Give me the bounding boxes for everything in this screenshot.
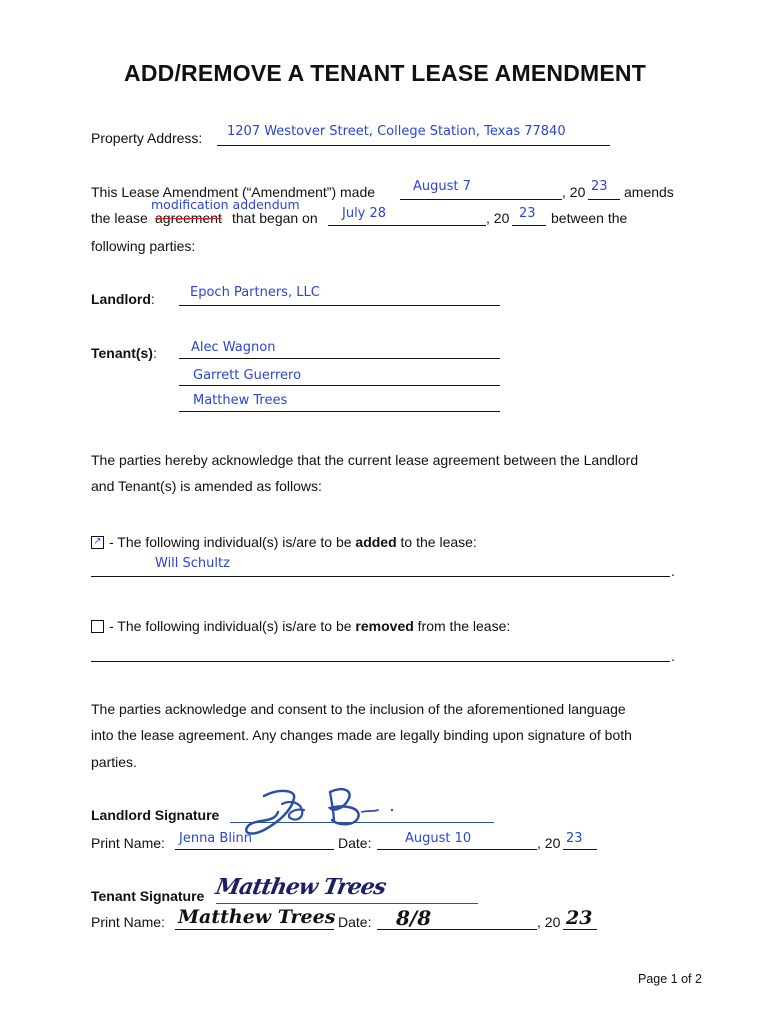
tenant-line-2 xyxy=(179,385,500,386)
landlord-colon: : xyxy=(150,291,155,307)
made-year-line xyxy=(588,199,620,200)
landlord-signature-mark xyxy=(234,782,404,842)
began-on-text: that began on xyxy=(232,210,318,226)
tenant-year-prefix: , 20 xyxy=(537,914,561,930)
property-address-value[interactable]: 1207 Westover Street, College Station, Texas 77840 xyxy=(227,124,566,139)
tenant-signature-label: Tenant Signature xyxy=(91,888,205,904)
page-number: Page 1 of 2 xyxy=(638,972,702,986)
landlord-date-label: Date: xyxy=(338,835,372,851)
tenants-colon: : xyxy=(152,345,157,361)
tenant-name-2[interactable]: Garrett Guerrero xyxy=(193,368,302,383)
landlord-print-line xyxy=(175,849,334,850)
property-address-line xyxy=(217,145,610,146)
landlord-line xyxy=(179,305,500,306)
removed-text xyxy=(109,618,510,634)
landlord-label xyxy=(91,291,155,307)
landlord-year-prefix: , 20 xyxy=(537,835,561,851)
added-prefix: - The following individual(s) is/are to be xyxy=(109,534,352,550)
insertion-text[interactable]: modification addendum xyxy=(151,197,300,212)
removed-checkbox[interactable] xyxy=(91,620,104,633)
added-keyword: added xyxy=(355,534,397,550)
tenants-label xyxy=(91,345,157,361)
made-date-line xyxy=(400,199,562,200)
landlord-print-label: Print Name: xyxy=(91,835,165,851)
tenant-line-1 xyxy=(179,358,500,359)
removed-period: . xyxy=(671,648,675,664)
added-checkbox[interactable]: ↗ xyxy=(91,536,104,549)
struck-word: agreement xyxy=(155,210,222,226)
between-text: between the xyxy=(551,210,628,226)
tenant-name-3[interactable]: Matthew Trees xyxy=(193,393,288,408)
added-text xyxy=(109,534,477,550)
made-year-value[interactable]: 23 xyxy=(591,179,608,194)
began-year-prefix: , 20 xyxy=(486,210,510,226)
landlord-print-value[interactable]: Jenna Blinn xyxy=(179,831,253,846)
added-suffix: to the lease: xyxy=(400,534,477,550)
made-date-value[interactable]: August 7 xyxy=(413,179,471,194)
added-value[interactable]: Will Schultz xyxy=(155,556,230,571)
tenant-print-line xyxy=(175,929,334,930)
tenant-print-label: Print Name: xyxy=(91,914,165,930)
following-parties-text: following parties: xyxy=(91,238,196,254)
tenant-name-1[interactable]: Alec Wagnon xyxy=(191,340,276,355)
tenant-year-value[interactable]: 23 xyxy=(566,907,593,929)
tenant-print-value[interactable]: Matthew Trees xyxy=(178,906,336,928)
tenant-year-line xyxy=(563,929,597,930)
amends-text: amends xyxy=(624,184,674,200)
consent-line-2: into the lease agreement. Any changes made are legally binding upon signature of both xyxy=(91,727,632,743)
began-year-value[interactable]: 23 xyxy=(519,206,536,221)
landlord-year-value[interactable]: 23 xyxy=(566,831,583,846)
landlord-date-value[interactable]: August 10 xyxy=(405,831,472,846)
consent-line-1: The parties acknowledge and consent to the inclusion of the aforementioned language xyxy=(91,701,626,717)
landlord-label-text: Landlord xyxy=(91,291,151,307)
removed-keyword: removed xyxy=(355,618,414,634)
landlord-value[interactable]: Epoch Partners, LLC xyxy=(190,285,320,300)
added-line xyxy=(91,576,670,577)
tenant-date-value[interactable]: 8/8 xyxy=(396,906,432,930)
lease-text: the lease xyxy=(91,210,148,226)
document-title: ADD/REMOVE A TENANT LEASE AMENDMENT xyxy=(124,60,646,86)
began-year-line xyxy=(512,225,546,226)
added-period: . xyxy=(671,563,675,579)
made-year-prefix: , 20 xyxy=(562,184,586,200)
acknowledge-line-1: The parties hereby acknowledge that the current lease agreement between the Landlord xyxy=(91,452,639,468)
amendment-intro: This Lease Amendment (“Amendment”) made xyxy=(91,184,376,200)
removed-line xyxy=(91,661,670,662)
tenants-label-text: Tenant(s) xyxy=(91,345,153,361)
tenant-signature-line xyxy=(216,903,478,904)
tenant-line-3 xyxy=(179,411,500,412)
landlord-date-line xyxy=(377,849,537,850)
began-date-value[interactable]: July 28 xyxy=(342,206,387,221)
tenant-date-label: Date: xyxy=(338,914,372,930)
removed-prefix: - The following individual(s) is/are to be xyxy=(109,618,352,634)
property-address-label: Property Address: xyxy=(91,130,203,146)
landlord-year-line xyxy=(563,849,597,850)
began-date-line xyxy=(328,225,486,226)
removed-suffix: from the lease: xyxy=(417,618,511,634)
consent-line-3: parties. xyxy=(91,754,137,770)
acknowledge-line-2: and Tenant(s) is amended as follows: xyxy=(91,478,322,494)
tenant-signature-mark: Matthew Trees xyxy=(213,874,388,900)
landlord-signature-label: Landlord Signature xyxy=(91,807,220,823)
